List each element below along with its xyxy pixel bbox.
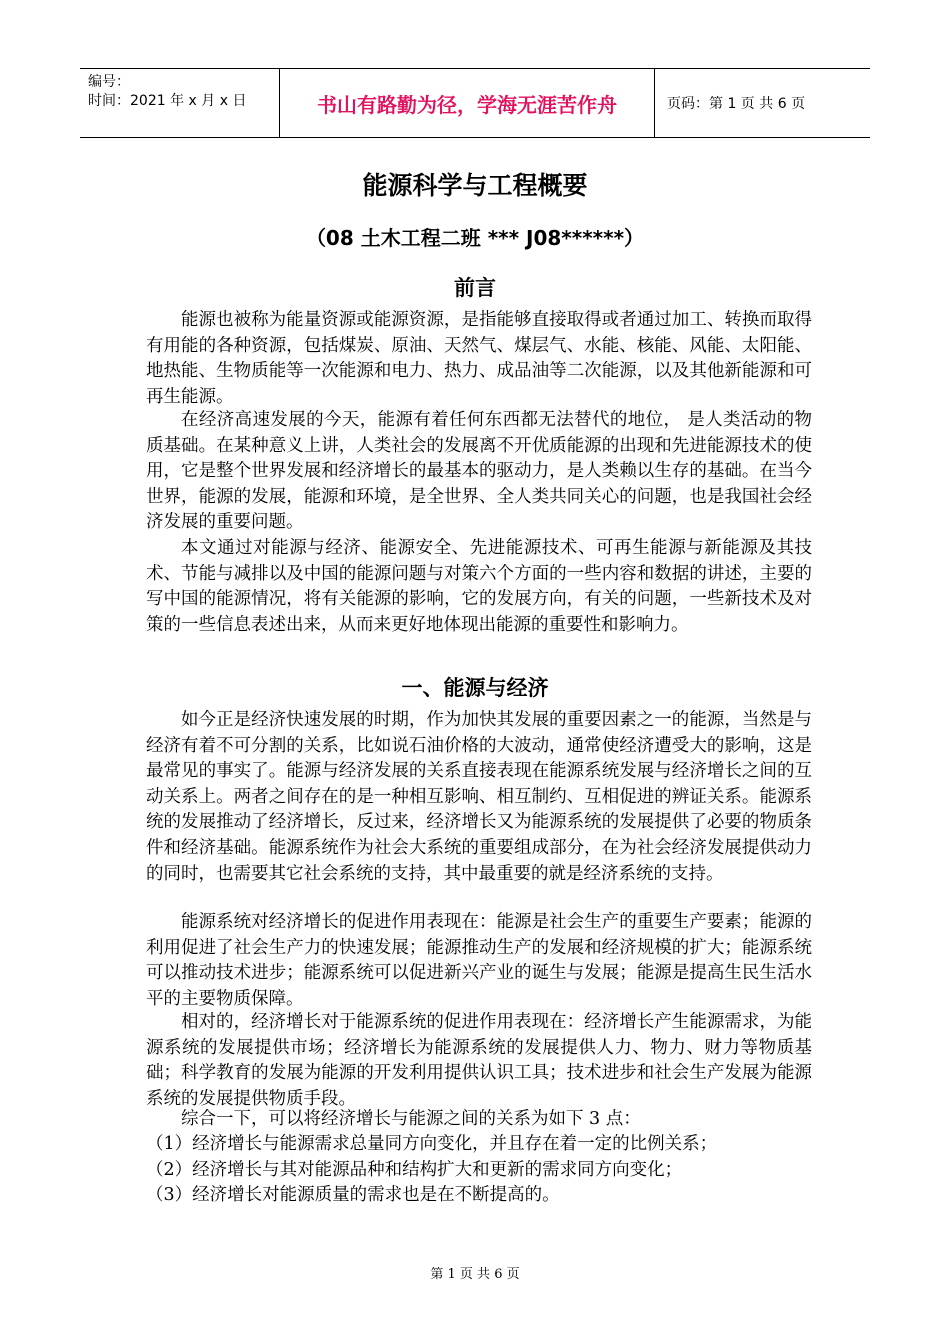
motto: 书山有路勤为径，学海无涯苦作舟: [280, 69, 655, 137]
relation-list: [146, 1132, 826, 1209]
section-paragraph: 如今正是经济快速发展的时期，作为加快其发展的重要因素之一的能源，当然是与经济有着不可分割的关系，比如说石油价格的大波动，通常使经济遭受大的影响，这是最常见的事实了。能源与经济发展的关系直接表现在能源系统发展与经济增长之间的互动关系上。两者之间存在的是一种相互影响、相互制约、互相促进的辨证关系。能源系统的发展推动了经济增长，反过来，经济增长又为能源系统的发展提供了必要的物质条件和经济基础。能源系统作为社会大系统的重要组成部分，在为社会经济发展提供动力的同时，也需要其它社会系统的支持，其中最重要的就是经济系统的支持。: [146, 710, 812, 884]
section-paragraph: 能源系统对经济增长的促进作用表现在：能源是社会生产的重要生产要素；能源的利用促进了社会生产力的快速发展；能源推动生产的发展和经济规模的扩大；能源系统可以推动技术进步；能源系统可以促进新兴产业的诞生与发展；能源是提高生民生活水平的主要物质保障。: [146, 912, 812, 1009]
header-table: [80, 68, 870, 138]
section-paragraph: 相对的，经济增长对于能源系统的促进作用表现在：经济增长产生能源需求，为能源系统的发展提供市场；经济增长为能源系统的发展提供人力、物力、财力等物质基础；科学教育的发展为能源的开发利用提供认识工具；技术进步和社会生产发展为能源系统的发展提供物质手段。: [146, 1012, 812, 1109]
time-label: 时间：2021 年 x 月 x 日: [88, 93, 247, 109]
document-subtitle: （08 土木工程二班 *** J08******）: [305, 226, 645, 250]
list-item: （2）经济增长与其对能源品种和结构扩大和更新的需求同方向变化；: [146, 1159, 683, 1180]
section-paragraph: 综合一下，可以将经济增长与能源之间的关系为如下 3 点：: [181, 1109, 641, 1129]
list-item: （1）经济增长与能源需求总量同方向变化，并且存在着一定的比例关系；: [146, 1134, 718, 1154]
preface-paragraph: 本文通过对能源与经济、能源安全、先进能源技术、可再生能源与新能源及其技术、节能与减排以及中国的能源问题与对策六个方面的一些内容和数据的讲述，主要的写中国的能源情况，将有关能源的影响，它的发展方向，有关的问题，一些新技术及对策的一些信息表述出来，从而来更好地体现出能源的重要性和影响力。: [146, 538, 812, 635]
page-info: 页码：第 1 页 共 6 页: [667, 96, 806, 112]
preface-heading: 前言: [454, 276, 496, 300]
header-meta-cell: [80, 69, 280, 137]
page-footer: 第 1 页 共 6 页: [430, 1267, 520, 1282]
section-heading: 一、能源与经济: [401, 676, 549, 700]
list-item: （3）经济增长对能源质量的需求也是在不断提高的。: [146, 1185, 560, 1206]
preface-paragraph: 在经济高速发展的今天，能源有着任何东西都无法替代的地位， 是人类活动的物质基础。在某种意义上讲，人类社会的发展离不开优质能源的出现和先进能源技术的使用，它是整个世界发展和经济增长的最基本的驱动力，是人类赖以生存的基础。在当今世界，能源的发展，能源和环境，是全世界、全人类共同关心的问题，也是我国社会经济发展的重要问题。: [146, 410, 812, 533]
number-label: 编号：: [88, 74, 130, 90]
document-title: 能源科学与工程概要: [362, 171, 588, 200]
preface-paragraph: 能源也被称为能量资源或能源资源，是指能够直接取得或者通过加工、转换而取得有用能的各种资源，包括煤炭、原油、天然气、煤层气、水能、核能、风能、太阳能、地热能、生物质能等一次能源和电力、热力、成品油等二次能源，以及其他新能源和可再生能源。: [146, 310, 812, 407]
